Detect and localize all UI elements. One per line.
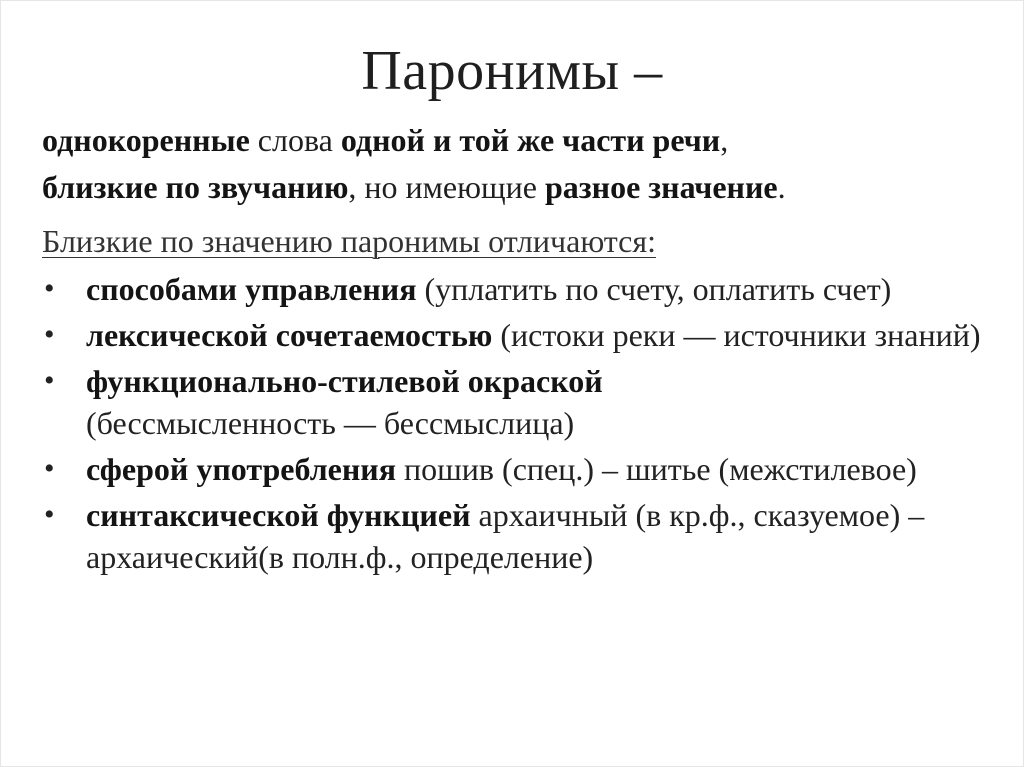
bullet-text: пошив (спец.) – шитье (межстилевое): [396, 451, 917, 487]
list-item: [42, 360, 1002, 444]
slide-title: Паронимы –: [361, 40, 663, 102]
bullet-icon: •: [44, 364, 55, 397]
bullet-text: (истоки реки — источники знаний): [492, 317, 981, 353]
list-item: [42, 314, 1002, 356]
definition-term: разное значение: [544, 169, 778, 205]
definition-term: одной и той же части речи: [340, 122, 721, 158]
definition-line-1: [42, 118, 728, 162]
bullet-icon: •: [44, 452, 55, 485]
bullet-icon: •: [44, 272, 55, 305]
list-item: [42, 448, 1002, 490]
bullet-term: сферой употребления: [86, 451, 397, 487]
subheading: Близкие по значению паронимы отличаются:: [42, 223, 656, 259]
bullet-icon: •: [44, 498, 55, 531]
bullet-list: [42, 268, 1002, 582]
definition-line-2: [42, 165, 786, 209]
definition-term: близкие по звучанию: [42, 169, 349, 205]
list-item: [42, 494, 1002, 578]
definition-text: , но имеющие: [348, 169, 545, 205]
bullet-term: функционально-стилевой окраской: [86, 363, 603, 399]
bullet-term: лексической сочетаемостью: [86, 317, 493, 353]
bullet-text: (уплатить по счету, оплатить счет): [416, 271, 892, 307]
list-item: [42, 268, 1002, 310]
bullet-term: способами управления: [86, 271, 417, 307]
bullet-text: архаичный (в кр.ф., сказуемое) – архаический(в полн.ф., определение): [86, 497, 925, 575]
definition-term: однокоренные: [42, 122, 250, 158]
bullet-text: (бессмысленность — бессмыслица): [86, 405, 575, 441]
definition-text: .: [777, 169, 786, 205]
bullet-icon: •: [44, 318, 55, 351]
bullet-term: синтаксической функцией: [86, 497, 471, 533]
definition-text: слова: [249, 122, 341, 158]
definition-text: ,: [720, 122, 729, 158]
